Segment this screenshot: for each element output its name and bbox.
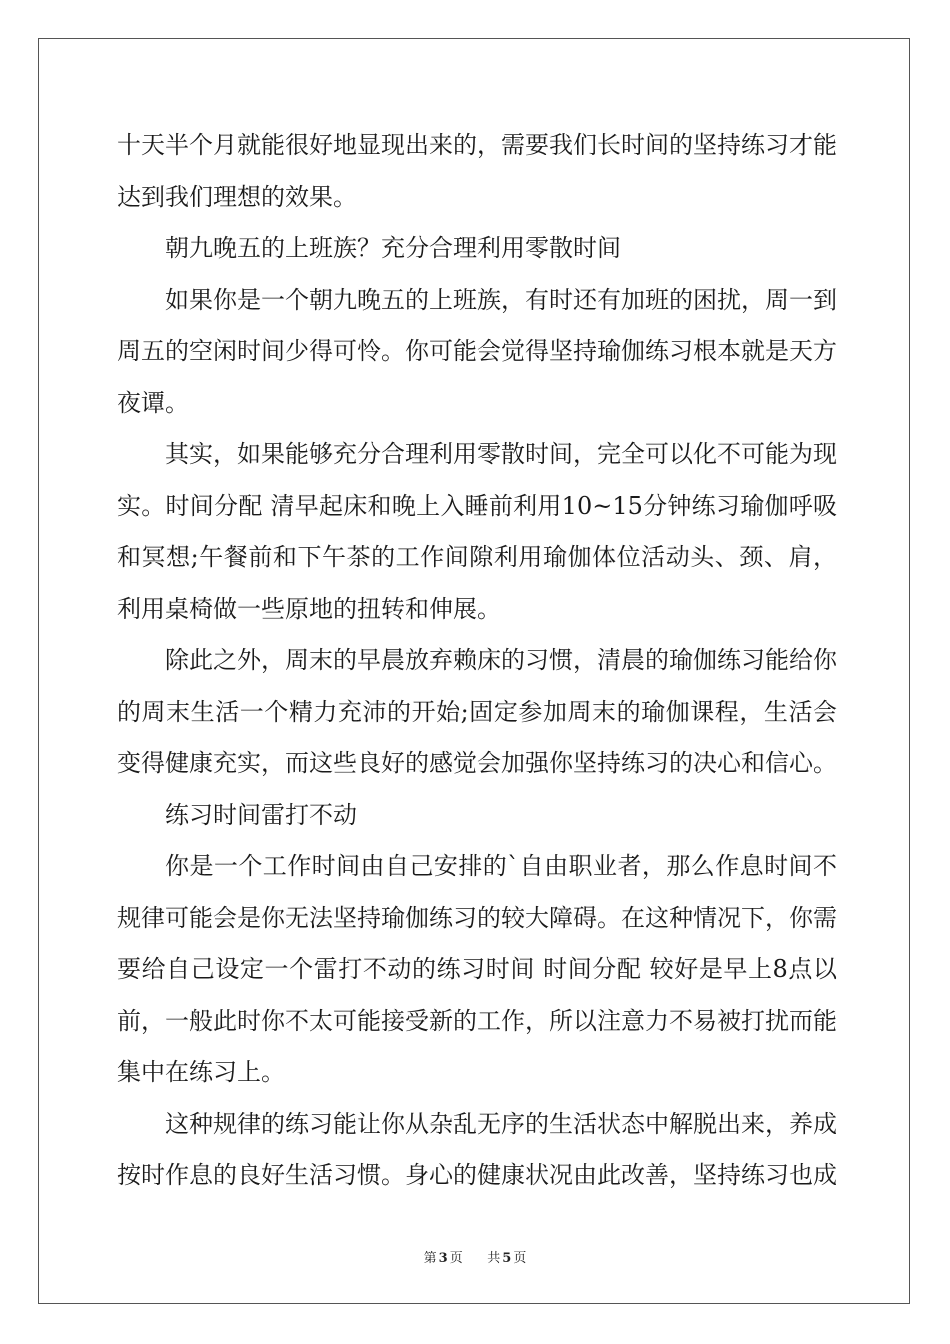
text-line: 你是一个工作时间由自己安排的`自由职业者，那么作息时间不 — [165, 852, 837, 880]
section-heading: 练习时间雷打不动 — [165, 801, 357, 829]
page-footer — [0, 1247, 950, 1266]
text-line: 规律可能会是你无法坚持瑜伽练习的较大障碍。在这种情况下，你需 — [117, 904, 837, 932]
text-line: 实。时间分配 清早起床和晚上入睡前利用10~15分钟练习瑜伽呼吸 — [117, 492, 837, 520]
total-pages: 5 — [502, 1251, 512, 1266]
text-line: 按时作息的良好生活习惯。身心的健康状况由此改善，坚持练习也成 — [117, 1161, 837, 1189]
text-line: 变得健康充实，而这些良好的感觉会加强你坚持练习的决心和信心。 — [117, 749, 837, 777]
text-line: 要给自己设定一个雷打不动的练习时间 时间分配 较好是早上8点以 — [117, 955, 837, 983]
text-line: 和冥想;午餐前和下午茶的工作间隙利用瑜伽体位活动头、颈、肩， — [117, 543, 837, 571]
text-line: 前，一般此时你不太可能接受新的工作，所以注意力不易被打扰而能 — [117, 1007, 837, 1035]
section-heading: 朝九晚五的上班族？充分合理利用零散时间 — [165, 234, 621, 262]
text-line: 十天半个月就能很好地显现出来的，需要我们长时间的坚持练习才能 — [117, 131, 837, 159]
page-number: 3 — [438, 1251, 448, 1266]
page-suffix: 页 — [449, 1251, 463, 1266]
text-line: 利用桌椅做一些原地的扭转和伸展。 — [117, 595, 501, 623]
page-prefix: 第 — [423, 1251, 437, 1266]
total-prefix: 共 — [487, 1251, 501, 1266]
page-indicator — [422, 1251, 465, 1266]
text-line: 其实，如果能够充分合理利用零散时间，完全可以化不可能为现 — [165, 440, 837, 468]
text-line: 集中在练习上。 — [117, 1058, 285, 1086]
text-line: 达到我们理想的效果。 — [117, 183, 357, 211]
text-line: 除此之外，周末的早晨放弃赖床的习惯，清晨的瑜伽练习能给你 — [165, 646, 837, 674]
text-line: 这种规律的练习能让你从杂乱无序的生活状态中解脱出来，养成 — [165, 1110, 837, 1138]
total-suffix: 页 — [513, 1251, 527, 1266]
text-line: 周五的空闲时间少得可怜。你可能会觉得坚持瑜伽练习根本就是天方 — [117, 337, 837, 365]
total-indicator — [485, 1251, 528, 1266]
text-line: 的周末生活一个精力充沛的开始;固定参加周末的瑜伽课程，生活会 — [117, 698, 837, 726]
text-line: 夜谭。 — [117, 389, 189, 417]
text-line: 如果你是一个朝九晚五的上班族，有时还有加班的困扰，周一到 — [165, 286, 837, 314]
